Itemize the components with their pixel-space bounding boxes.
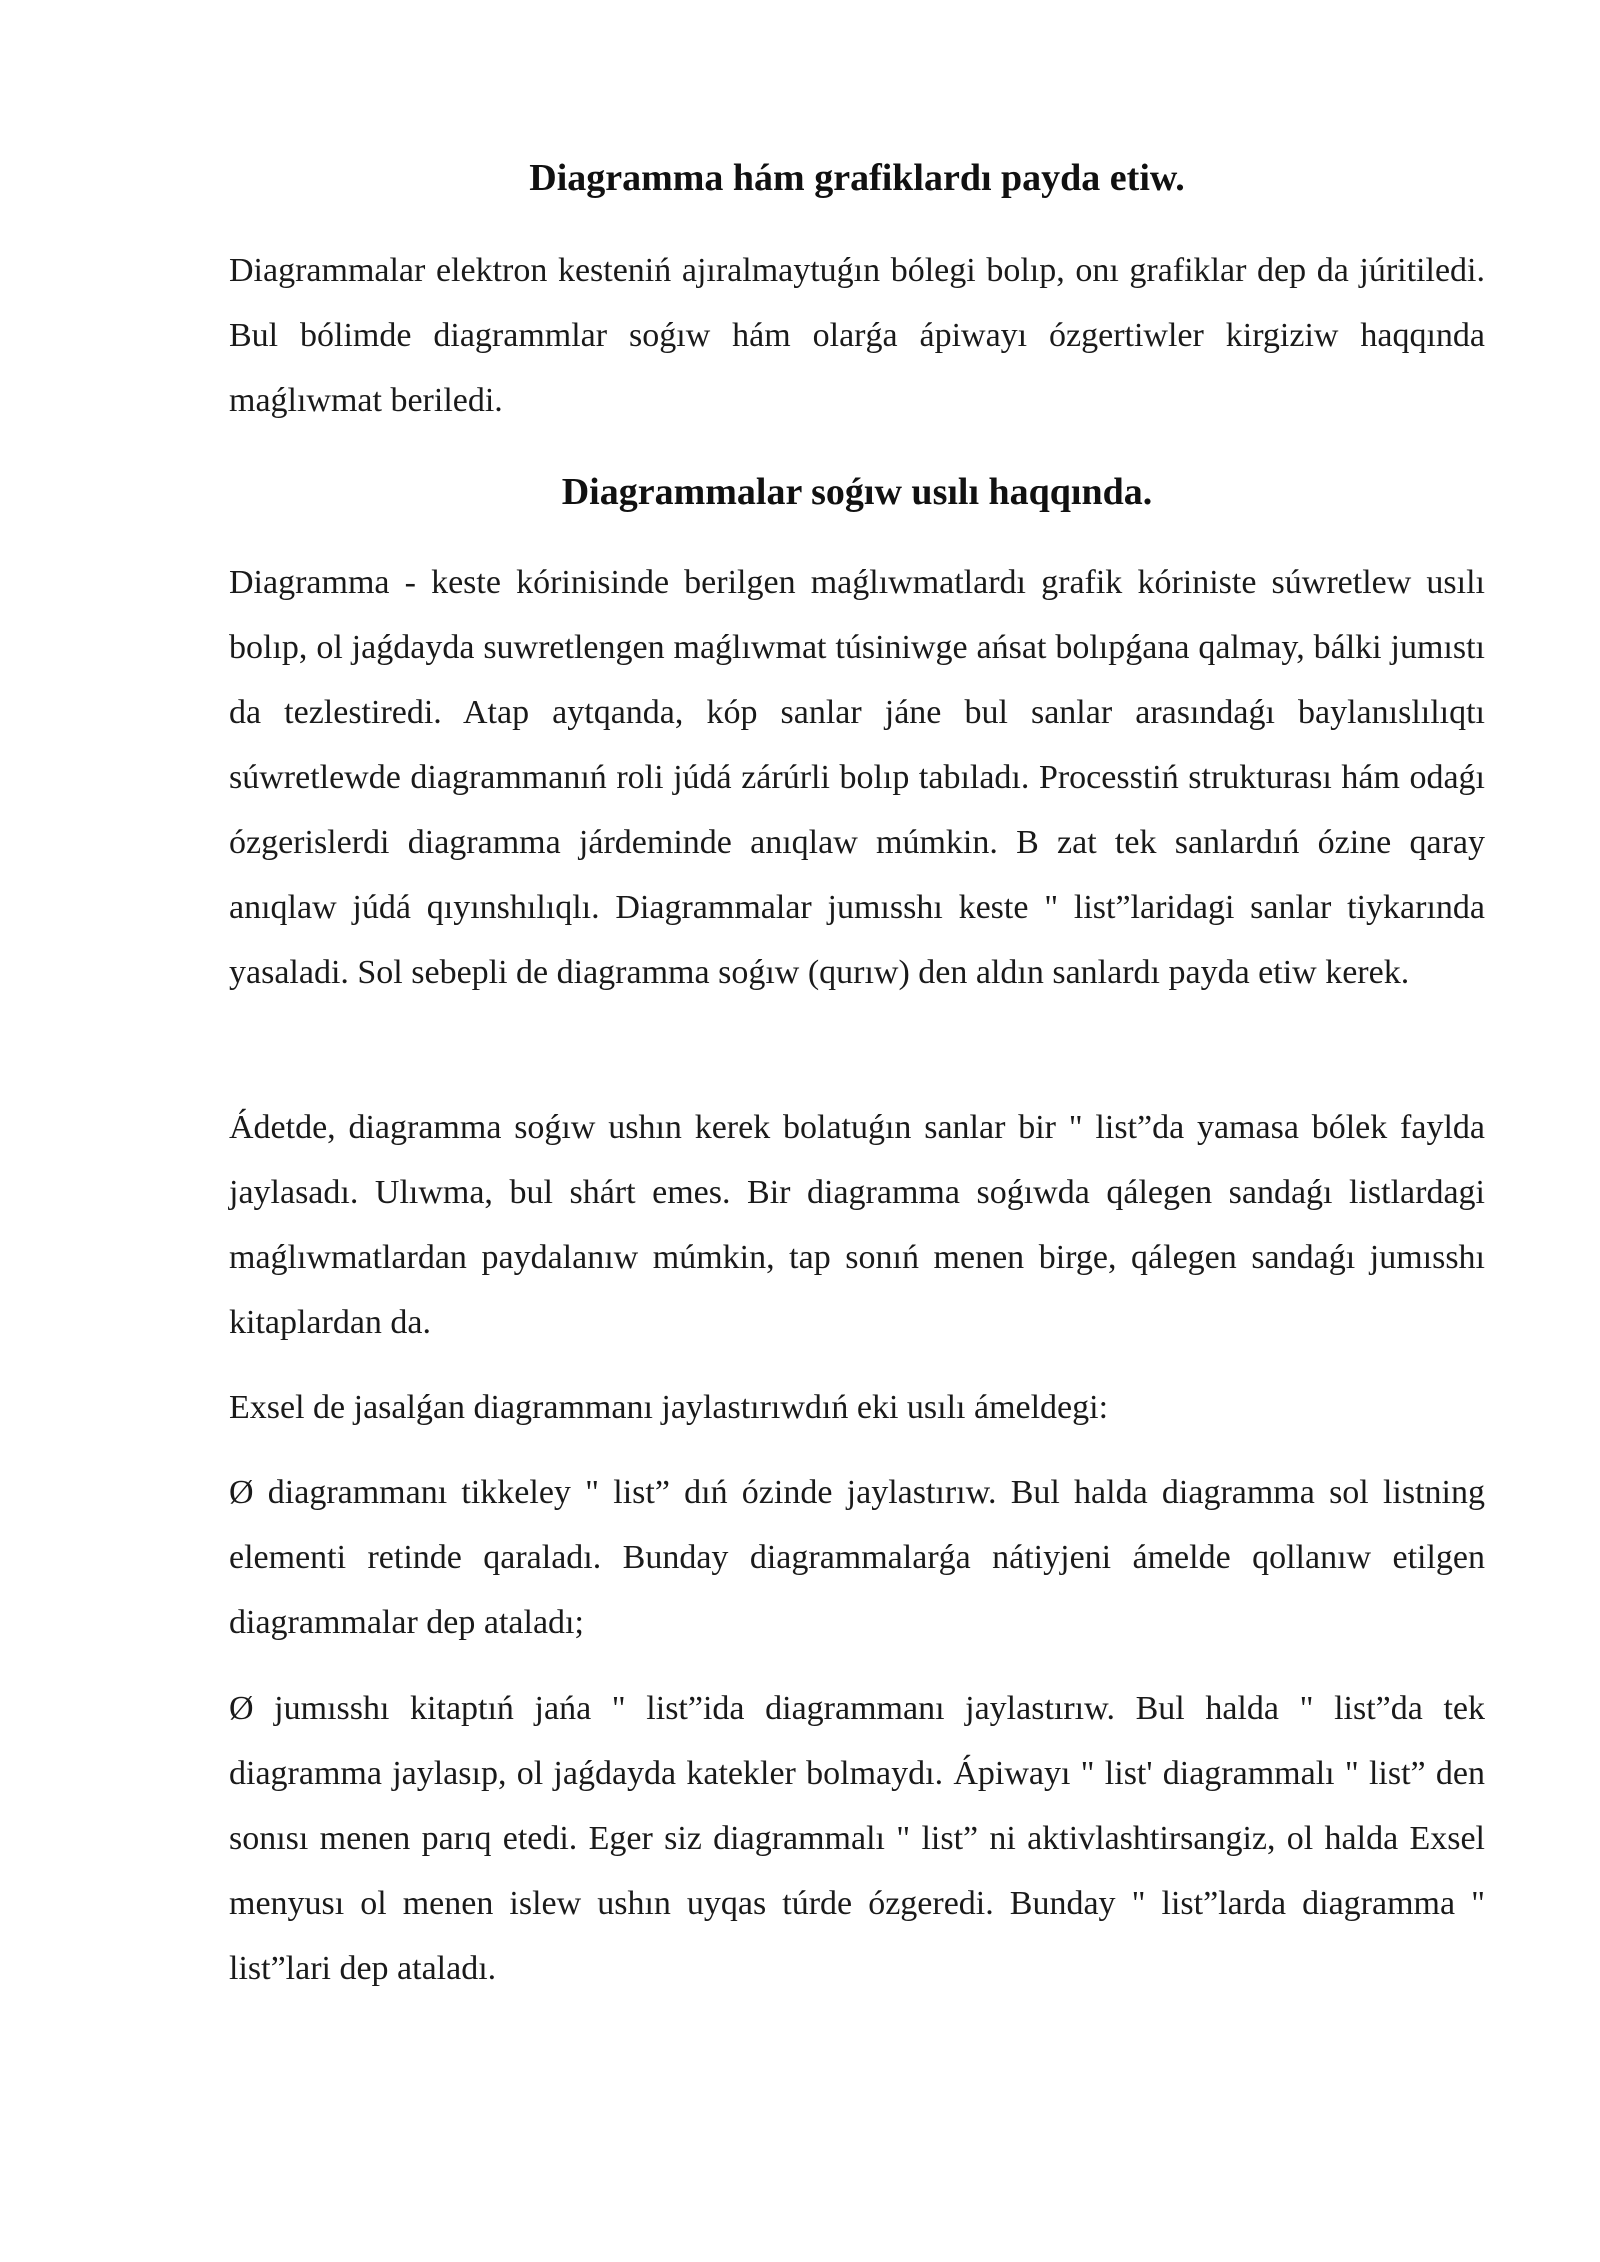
paragraph-placement-intro: Exsel de jasalǵan diagrammanı jaylastırıwdıń eki usılı ámeldegi: bbox=[229, 1389, 1109, 1426]
intro-paragraph: Diagrammalar elektron kesteniń ajıralmaytuǵın bólegi bolıp, onı grafiklar dep da júritiledi. Bul bólimde diagrammlar soǵıw hám olarǵa ápiwayı ózgertiwler kirgiziw haqqında maǵlıwmat beriledi. bbox=[229, 252, 1485, 419]
bullet-embedded-chart: Ø diagrammanı tikkeley " list” dıń ózinde jaylastırıw. Bul halda diagramma sol listning elementi retinde qaraladı. Bunday diagrammalarǵa nátiyjeni ámelde qollanıw etilgen diagrammalar dep ataladı; bbox=[229, 1474, 1485, 1641]
bullet-chart-sheet: Ø jumısshı kitaptıń jańa " list”ida diagrammanı jaylastırıw. Bul halda " list”da tek diagramma jaylasıp, ol jaǵdayda katekler bolmaydı. Ápiwayı " list' diagrammalı " list” den sonısı menen parıq etedi. Eger siz diagrammalı " list” ni aktivlashtirsangiz, ol halda Exsel menyusı ol menen islew ushın uyqas túrde ózgeredi. Bunday " list”larda diagramma " list”lari dep ataladı. bbox=[229, 1690, 1485, 1987]
section-heading: Diagrammalar soǵıw usılı haqqında. bbox=[561, 471, 1153, 513]
paragraph-data-location: Ádetde, diagramma soǵıw ushın kerek bolatuǵın sanlar bir " list”da yamasa bólek faylda jaylasadı. Ulıwma, bul shárt emes. Bir diagramma soǵıwda qálegen sandaǵı listlardagi maǵlıwmatlardan paydalanıw múmkin, tap sonıń menen birge, qálegen sandaǵı jumısshı kitaplardan da. bbox=[229, 1109, 1485, 1341]
document-title: Diagramma hám grafiklardı payda etiw. bbox=[529, 157, 1185, 199]
paragraph-definition: Diagramma - keste kórinisinde berilgen maǵlıwmatlardı grafik kóriniste súwretlew usılı bolıp, ol jaǵdayda suwretlengen maǵlıwmat túsiniwge ańsat bolıpǵana qalmay, bálki jumıstı da tezlestiredi. Atap aytqanda, kóp sanlar jáne bul sanlar arasındaǵı baylanıslılıqtı súwretlewde diagrammanıń roli júdá zárúrli bolıp tabıladı. Processtiń strukturası hám odaǵı ózgerislerdi diagramma járdeminde anıqlaw múmkin. B zat tek sanlardıń ózine qaray anıqlaw júdá qıyınshılıqlı. Diagrammalar jumısshı keste " list”laridagi sanlar tiykarında yasaladi. Sol sebepli de diagramma soǵıw (qurıw) den aldın sanlardı payda etiw kerek. bbox=[229, 564, 1485, 991]
